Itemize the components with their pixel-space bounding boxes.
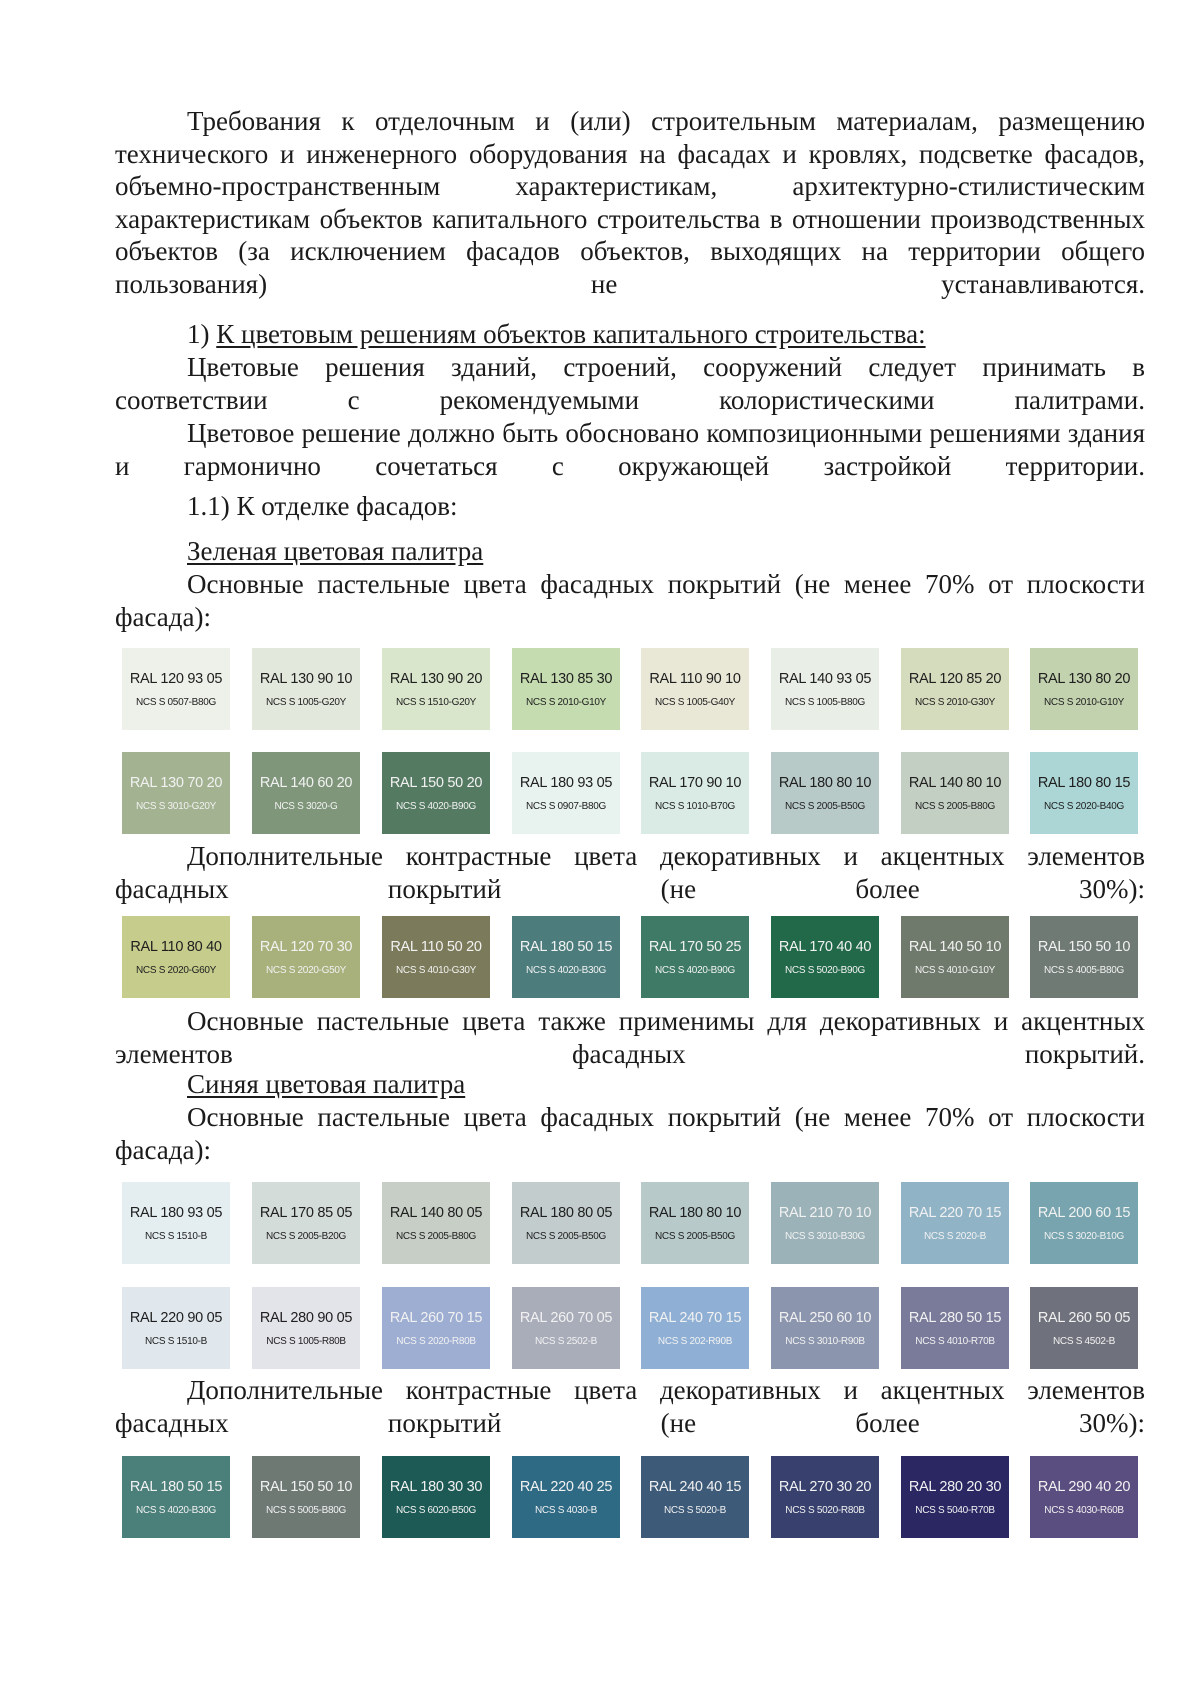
color-swatch [1030,1456,1138,1538]
green-extra-text: Дополнительные контрастные цвета декоративных и акцентных элементов фасадных покрытий (не более 30%): [115,841,1145,904]
color-swatch [771,1456,879,1538]
color-swatch [122,916,230,998]
ncs-code: NCS S 5040-R70B [915,1504,995,1516]
ncs-code: NCS S 2005-B50G [655,1230,735,1242]
ral-code: RAL 200 60 15 [1037,1204,1131,1221]
ral-code: RAL 170 50 25 [648,938,742,955]
ncs-code: NCS S 4010-G30Y [396,964,476,976]
intro-paragraph: Требования к отделочным и (или) строительным материалам, размещению технического и инженерного оборудования на фасадах и кровлях, подсветке фасадов, объемно-пространственным характеристикам, архитектурно-стилистическим характеристикам объектов капитального строительства в отношении производственных объектов (за исключением фасадов объектов, выходящих на территории общего пользования) не устанавливаются. [115,106,1145,299]
ncs-code: NCS S 0907-B80G [526,800,606,812]
ral-code: RAL 290 40 20 [1037,1478,1131,1495]
ncs-code: NCS S 1010-B70G [655,800,735,812]
color-swatch [641,648,749,730]
color-justification-paragraph: Цветовое решение должно быть обосновано композиционными решениями здания и гармонично сочетаться с окружающей застройкой территории. [115,418,1145,481]
ral-code: RAL 130 80 20 [1037,670,1131,687]
ral-code: RAL 110 50 20 [390,938,482,955]
color-swatch [1030,1287,1138,1369]
ncs-code: NCS S 5020-R80B [785,1504,865,1516]
green-note: Основные пастельные цвета также применимы для декоративных и акцентных элементов фасадных покрытий. [115,1006,1145,1069]
color-swatch [771,752,879,834]
section-1-heading [115,318,1145,351]
ral-code: RAL 260 70 05 [519,1309,613,1326]
ncs-code: NCS S 4030-R60B [1044,1504,1124,1516]
color-swatch [252,752,360,834]
ral-code: RAL 150 50 20 [389,774,483,791]
ral-code: RAL 170 90 10 [648,774,742,791]
color-swatch [122,752,230,834]
color-swatch [252,1456,360,1538]
color-swatch [122,1182,230,1264]
color-swatch [1030,1182,1138,1264]
color-swatch [122,1456,230,1538]
ncs-code: NCS S 1510-B [145,1230,207,1242]
ral-code: RAL 220 90 05 [129,1309,223,1326]
color-swatch [382,1287,490,1369]
ral-code: RAL 250 60 10 [778,1309,872,1326]
ncs-code: NCS S 1510-G20Y [396,696,476,708]
ral-code: RAL 210 70 10 [778,1204,872,1221]
color-swatch [641,752,749,834]
color-swatch [901,752,1009,834]
color-swatch [252,1287,360,1369]
ncs-code: NCS S 3020-B10G [1044,1230,1124,1242]
ncs-code: NCS S 6020-B50G [396,1504,476,1516]
ral-code: RAL 110 80 40 [130,938,222,955]
ral-code: RAL 140 60 20 [259,774,353,791]
color-solutions-paragraph: Цветовые решения зданий, строений, сооружений следует принимать в соответствии с рекомендуемыми колористическими палитрами. [115,352,1145,415]
ral-code: RAL 280 20 30 [908,1478,1002,1495]
ral-code: RAL 180 80 10 [648,1204,742,1221]
color-swatch [1030,648,1138,730]
ncs-code: NCS S 2010-G30Y [915,696,995,708]
color-swatch [252,1182,360,1264]
ncs-code: NCS S 2020-B40G [1044,800,1124,812]
ncs-code: NCS S 2020-R80B [396,1335,476,1347]
color-swatch [122,648,230,730]
ral-code: RAL 120 70 30 [259,938,353,955]
ral-code: RAL 120 85 20 [908,670,1002,687]
ncs-code: NCS S 2010-G10Y [526,696,606,708]
color-swatch [771,1182,879,1264]
ncs-code: NCS S 4005-B80G [1044,964,1124,976]
ncs-code: NCS S 1005-R80B [266,1335,346,1347]
ncs-code: NCS S 1510-B [145,1335,207,1347]
ral-code: RAL 270 30 20 [778,1478,872,1495]
color-swatch [382,916,490,998]
color-swatch [901,916,1009,998]
subsection-1-1: 1.1) К отделке фасадов: [187,491,458,521]
ncs-code: NCS S 5005-B80G [266,1504,346,1516]
ral-code: RAL 140 50 10 [908,938,1002,955]
section-1-number: 1) [187,319,210,349]
ral-code: RAL 180 30 30 [389,1478,483,1495]
ral-code: RAL 150 50 10 [259,1478,353,1495]
color-swatch [382,1456,490,1538]
color-swatch [1030,752,1138,834]
ral-code: RAL 240 70 15 [648,1309,742,1326]
ral-code: RAL 170 40 40 [778,938,872,955]
ncs-code: NCS S 2005-B50G [526,1230,606,1242]
ral-code: RAL 130 70 20 [129,774,223,791]
ncs-code: NCS S 4020-B90G [396,800,476,812]
color-swatch [382,648,490,730]
ral-code: RAL 260 70 15 [389,1309,483,1326]
ncs-code: NCS S 5020-B90G [785,964,865,976]
ncs-code: NCS S 2502-B [535,1335,597,1347]
ncs-code: NCS S 2005-B20G [266,1230,346,1242]
color-swatch [382,752,490,834]
color-swatch [512,1182,620,1264]
ncs-code: NCS S 2005-B50G [785,800,865,812]
ncs-code: NCS S 4010-G10Y [915,964,995,976]
ral-code: RAL 150 50 10 [1037,938,1131,955]
ral-code: RAL 180 93 05 [519,774,613,791]
color-swatch [641,1287,749,1369]
ral-code: RAL 140 93 05 [778,670,872,687]
ncs-code: NCS S 0507-B80G [136,696,216,708]
ncs-code: NCS S 2005-B80G [396,1230,476,1242]
green-main-text: Основные пастельные цвета фасадных покрытий (не менее 70% от плоскости фасада): [115,569,1145,632]
ral-code: RAL 280 90 05 [259,1309,353,1326]
ral-code: RAL 220 70 15 [908,1204,1002,1221]
color-swatch [122,1287,230,1369]
ncs-code: NCS S 4020-B30G [136,1504,216,1516]
color-swatch [901,1456,1009,1538]
color-swatch [512,916,620,998]
ral-code: RAL 260 50 05 [1037,1309,1131,1326]
ral-code: RAL 140 80 05 [389,1204,483,1221]
ncs-code: NCS S 2005-B80G [915,800,995,812]
color-swatch [512,648,620,730]
ral-code: RAL 180 50 15 [129,1478,223,1495]
ncs-code: NCS S 2020-G60Y [136,964,216,976]
ral-code: RAL 220 40 25 [519,1478,613,1495]
color-swatch [771,648,879,730]
color-swatch [641,916,749,998]
color-swatch [252,648,360,730]
blue-extra-text: Дополнительные контрастные цвета декоративных и акцентных элементов фасадных покрытий (не более 30%): [115,1375,1145,1438]
ral-code: RAL 120 93 05 [129,670,223,687]
ncs-code: NCS S 4502-B [1053,1335,1115,1347]
color-swatch [641,1456,749,1538]
blue-palette-title: Синяя цветовая палитра [187,1069,466,1099]
ncs-code: NCS S 3010-B30G [785,1230,865,1242]
ncs-code: NCS S 4010-R70B [915,1335,995,1347]
ncs-code: NCS S 3020-G [274,800,338,812]
ncs-code: NCS S 1005-B80G [785,696,865,708]
ncs-code: NCS S 3010-G20Y [136,800,216,812]
ral-code: RAL 180 80 15 [1037,774,1131,791]
ral-code: RAL 130 90 20 [389,670,483,687]
blue-main-text: Основные пастельные цвета фасадных покрытий (не менее 70% от плоскости фасада): [115,1102,1145,1165]
ncs-code: NCS S 1005-G40Y [655,696,735,708]
ral-code: RAL 140 80 10 [908,774,1002,791]
ncs-code: NCS S 2020-G50Y [266,964,346,976]
green-palette-title: Зеленая цветовая палитра [187,536,484,566]
color-swatch [771,1287,879,1369]
ncs-code: NCS S 4020-B30G [526,964,606,976]
ral-code: RAL 130 85 30 [519,670,613,687]
ncs-code: NCS S 1005-G20Y [266,696,346,708]
ral-code: RAL 240 40 15 [648,1478,742,1495]
color-swatch [901,1182,1009,1264]
ral-code: RAL 180 50 15 [519,938,613,955]
ral-code: RAL 180 80 05 [519,1204,613,1221]
ral-code: RAL 130 90 10 [259,670,353,687]
color-swatch [901,1287,1009,1369]
ral-code: RAL 180 80 10 [778,774,872,791]
color-swatch [901,648,1009,730]
ncs-code: NCS S 4030-B [535,1504,597,1516]
color-swatch [512,1456,620,1538]
ncs-code: NCS S 5020-B [664,1504,726,1516]
ncs-code: NCS S 2020-B [924,1230,986,1242]
color-swatch [771,916,879,998]
ral-code: RAL 170 85 05 [259,1204,353,1221]
section-1-title: К цветовым решениям объектов капитального строительства: [216,319,926,349]
color-swatch [512,1287,620,1369]
color-swatch [252,916,360,998]
ncs-code: NCS S 2010-G10Y [1044,696,1124,708]
ral-code: RAL 110 90 10 [649,670,741,687]
ncs-code: NCS S 4020-B90G [655,964,735,976]
color-swatch [1030,916,1138,998]
ral-code: RAL 280 50 15 [908,1309,1002,1326]
ral-code: RAL 180 93 05 [129,1204,223,1221]
color-swatch [641,1182,749,1264]
color-swatch [382,1182,490,1264]
color-swatch [512,752,620,834]
ncs-code: NCS S 202-R90B [657,1335,733,1347]
ncs-code: NCS S 3010-R90B [785,1335,865,1347]
